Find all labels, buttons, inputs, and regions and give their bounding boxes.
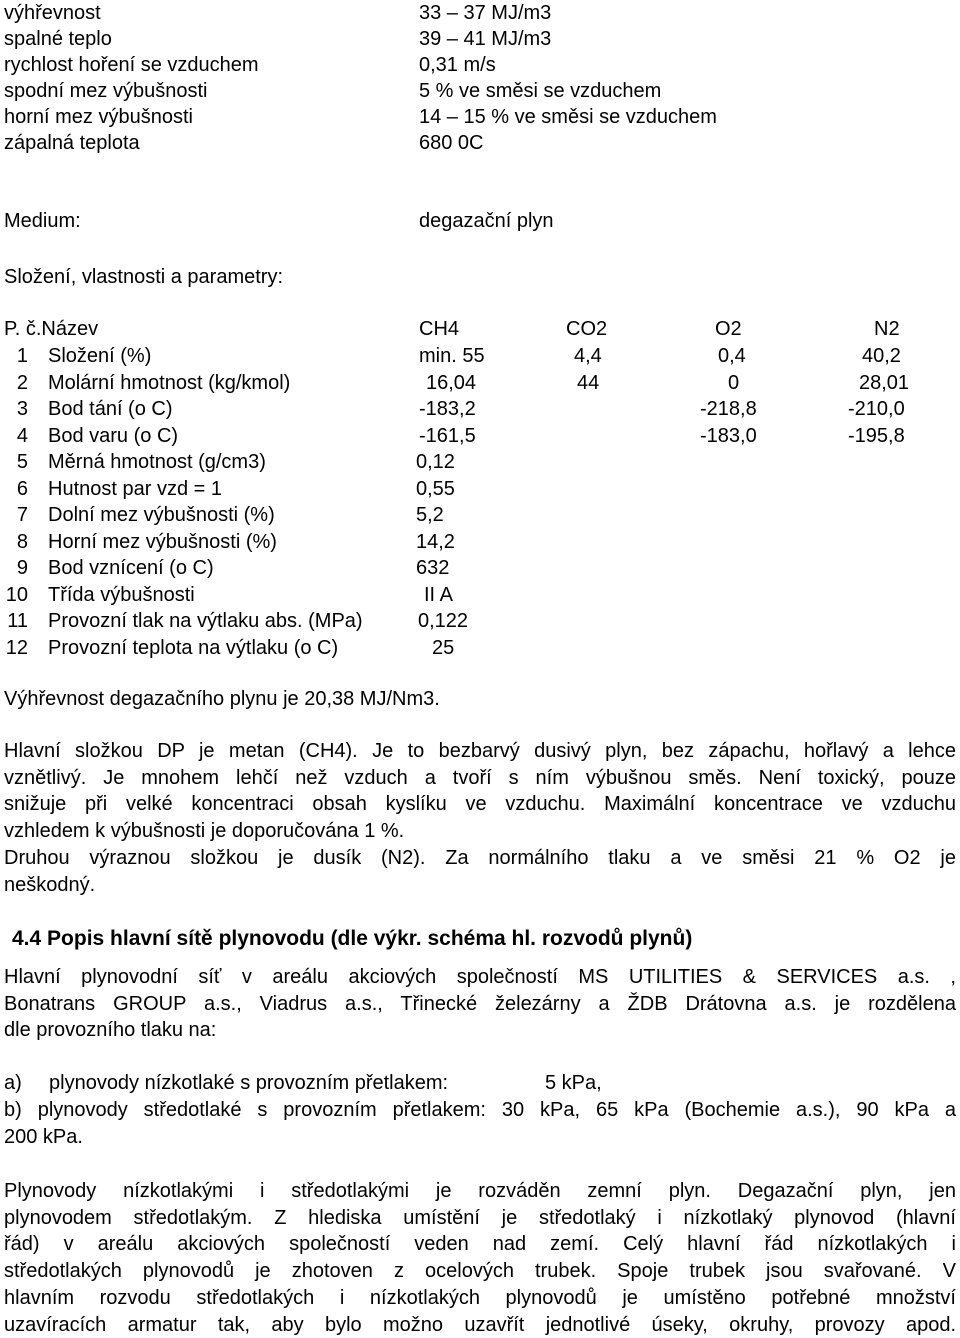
text-line: vznětlivý. Je mnohem lehčí než vzduch a tvoří s ním výbušnou směs. Není toxický, pouze: [4, 766, 956, 789]
row-number: 2: [16, 371, 28, 394]
text-line: řád) v areálu akciových společností veden nad zemí. Celý hlavní řád nízkotlakých i: [4, 1233, 956, 1256]
property-value: 14 – 15 % ve směsi se vzduchem: [419, 106, 717, 128]
list-marker: a): [4, 1072, 22, 1094]
table-row: [0, 396, 960, 422]
cell-ch4: -183,2: [419, 398, 476, 420]
text-line: 200 kPa.: [4, 1125, 83, 1148]
text-line: Bonatrans GROUP a.s., Viadrus a.s., Třinecké železárny a ŽDB Drátovna a.s. je rozdělena: [4, 992, 956, 1015]
cell-ch4: 5,2: [416, 504, 444, 526]
text-line: středotlakých plynovodů je zhotoven z ocelových trubek. Spoje trubek jsou svařované. V: [4, 1260, 956, 1283]
text-line: vzhledem k výbušnosti je doporučována 1 %.: [4, 820, 405, 843]
property-label: spalné teplo: [4, 28, 112, 50]
text-line: Plynovody nízkotlakými i středotlakými je rozváděn zemní plyn. Degazační plyn, jen: [4, 1180, 956, 1202]
list-item-low-pressure: [0, 1070, 960, 1096]
row-name: Molární hmotnost (kg/kmol): [48, 371, 291, 394]
property-row: [0, 26, 960, 52]
property-row: [0, 0, 960, 26]
row-name: Třída výbušnosti: [48, 583, 195, 606]
property-label: zápalná teplota: [4, 132, 140, 154]
cell-ch4: 0,122: [418, 610, 469, 632]
row-number: 4: [16, 424, 28, 447]
text-line: Hlavní plynovodní síť v areálu akciových společností MS UTILITIES & SERVICES a.s. ,: [4, 966, 956, 988]
paragraph-distribution: [4, 1178, 956, 1338]
property-label: horní mez výbušnosti: [4, 106, 193, 128]
row-name: Dolní mez výbušnosti (%): [48, 504, 275, 526]
cell-ch4: 0,12: [416, 451, 455, 473]
table-row: [0, 343, 960, 369]
composition-heading: Složení, vlastnosti a parametry:: [4, 266, 284, 288]
property-row: [0, 104, 960, 130]
cell-ch4: 0,55: [416, 477, 455, 500]
text-line: neškodný.: [4, 873, 96, 896]
property-row: [0, 52, 960, 78]
medium-value: degazační plyn: [419, 210, 554, 232]
table-row: [0, 555, 960, 581]
table-row: [0, 449, 960, 475]
column-header-name: P. č.Název: [4, 318, 99, 340]
row-number: 5: [16, 451, 28, 473]
row-number: 8: [16, 530, 28, 553]
row-name: Hutnost par vzd = 1: [48, 477, 222, 500]
section-heading: 4.4 Popis hlavní sítě plynovodu (dle výkr. schéma hl. rozvodů plynů): [12, 927, 693, 950]
cell-o2: -218,8: [700, 398, 757, 420]
column-header-ch4: CH4: [419, 318, 460, 340]
column-header-o2: O2: [715, 318, 742, 340]
text-line: plynovodem středotlakým. Z hlediska umístění je středotlaký i nízkotlaký plynovod (hlavní: [4, 1206, 956, 1229]
row-name: Bod tání (o C): [48, 398, 173, 420]
text-line: Druhou výraznou složkou je dusík (N2). Za normálního tlaku a ve směsi 21 % O2 je: [4, 847, 956, 869]
column-header-co2: CO2: [566, 318, 608, 340]
property-value: 680 0C: [419, 132, 484, 154]
text-line: hlavním rozvodu středotlakých i nízkotlakých plynovodů je umístěno potřebné množství: [4, 1286, 956, 1309]
row-number: 10: [5, 583, 28, 606]
property-value: 0,31 m/s: [419, 54, 496, 76]
row-name: Měrná hmotnost (g/cm3): [48, 451, 266, 473]
paragraph-main-component: [4, 738, 956, 845]
row-name: Složení (%): [48, 345, 152, 367]
property-label: spodní mez výbušnosti: [4, 80, 208, 102]
row-name: Horní mez výbušnosti (%): [48, 530, 277, 553]
list-text: plynovody nízkotlaké s provozním přetlakem:: [49, 1072, 449, 1094]
cell-o2: -183,0: [700, 424, 757, 447]
row-name: Bod vznícení (o C): [48, 557, 214, 579]
cell-ch4: 25: [432, 636, 455, 659]
text-line: snižuje při velké koncentraci obsah kyslíku ve vzduchu. Maximální koncentrace ve vzduchu: [4, 793, 956, 816]
property-row: [0, 78, 960, 104]
list-item-medium-pressure: [4, 1097, 956, 1150]
row-number: 1: [16, 345, 28, 367]
table-row: [0, 502, 960, 528]
property-label: rychlost hoření se vzduchem: [4, 54, 259, 76]
cell-ch4: II A: [424, 583, 453, 606]
list-value: 5 kPa,: [545, 1072, 602, 1094]
cell-co2: 44: [577, 371, 600, 394]
row-number: 11: [7, 610, 28, 632]
table-row: [0, 635, 960, 661]
cell-o2: 0,4: [718, 345, 746, 367]
row-name: Bod varu (o C): [48, 424, 179, 447]
row-number: 3: [16, 398, 28, 420]
cell-ch4: 16,04: [426, 371, 477, 394]
cell-ch4: 632: [416, 557, 450, 579]
medium-row: [0, 208, 960, 234]
row-number: 6: [16, 477, 28, 500]
table-row: [0, 529, 960, 555]
row-number: 9: [16, 557, 28, 579]
table-row: [0, 476, 960, 502]
heat-value-text: Výhřevnost degazačního plynu je 20,38 MJ/Nm3.: [4, 688, 440, 710]
table-row: [0, 582, 960, 608]
table-row: [0, 608, 960, 634]
row-number: 12: [5, 636, 28, 659]
table-row: [0, 423, 960, 449]
cell-co2: 4,4: [574, 345, 602, 367]
cell-o2: 0: [728, 371, 740, 394]
cell-ch4: -161,5: [419, 424, 476, 447]
text-line: Hlavní složkou DP je metan (CH4). Je to bezbarvý dusivý plyn, bez zápachu, hořlavý a lehce: [4, 740, 956, 762]
cell-n2: -195,8: [848, 424, 905, 447]
table-row: [0, 370, 960, 396]
paragraph-network: [4, 964, 956, 1044]
column-header-n2: N2: [874, 318, 900, 340]
text-line: dle provozního tlaku na:: [4, 1019, 217, 1042]
property-value: 5 % ve směsi se vzduchem: [419, 80, 662, 102]
row-name: Provozní teplota na výtlaku (o C): [48, 636, 339, 659]
cell-ch4: 14,2: [416, 530, 455, 553]
property-value: 33 – 37 MJ/m3: [419, 2, 552, 24]
row-number: 7: [16, 504, 28, 526]
cell-n2: -210,0: [848, 398, 905, 420]
medium-label: Medium:: [4, 210, 81, 232]
text-line: uzavíracích armatur tak, aby bylo možno uzavřít jednotlivé úseky, okruhy, provozy apod.: [4, 1313, 956, 1336]
paragraph-nitrogen: [4, 845, 956, 898]
table-header-row: [0, 316, 960, 342]
cell-n2: 40,2: [862, 345, 901, 367]
property-label: výhřevnost: [4, 2, 101, 24]
text-line: b) plynovody středotlaké s provozním přetlakem: 30 kPa, 65 kPa (Bochemie a.s.), 90 kPa a: [4, 1099, 956, 1121]
cell-n2: 28,01: [859, 371, 910, 394]
cell-ch4: min. 55: [419, 345, 485, 367]
property-row: [0, 130, 960, 156]
property-value: 39 – 41 MJ/m3: [419, 28, 552, 50]
row-name: Provozní tlak na výtlaku abs. (MPa): [48, 610, 363, 632]
